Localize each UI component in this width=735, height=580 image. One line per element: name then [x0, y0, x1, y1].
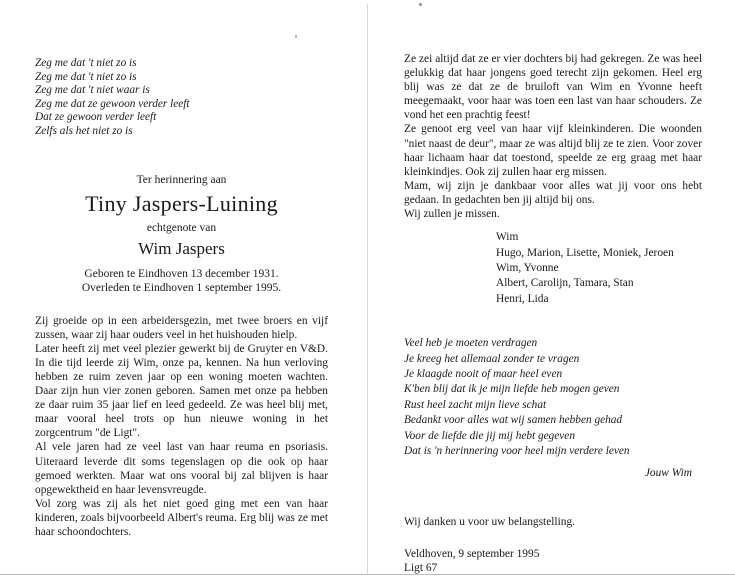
birth-line: Geboren te Eindhoven 13 december 1931.: [84, 267, 279, 280]
signature: Jouw Wim: [644, 467, 692, 480]
family-line: Wim, Yvonne: [496, 261, 559, 274]
biography: [35, 314, 328, 540]
memory-paragraph: Ze genoot erg veel van haar vijf kleinkinderen. Die woonden "niet naast de deur", maar ze was altijd blij ze te zien. Voor zover haar lichaam haar dat toestond, speelde ze erg graag met haar kleinkindjes. Ook zij zullen haar erg missen.: [404, 123, 702, 178]
poem-line: Bedankt voor alles wat wij samen hebben gehad: [404, 414, 623, 427]
memorial-heading: [35, 173, 328, 295]
poem-line: Voor de liefde die jij mij hebt gegeven: [404, 429, 575, 442]
family-line: Wim: [496, 231, 519, 244]
poem-line: Je kreeg het allemaal zonder te vragen: [404, 352, 580, 365]
poem-line: K'ben blij dat ik je mijn liefde heb mogen geven: [404, 383, 620, 396]
spouse-name: Wim Jaspers: [138, 238, 225, 258]
poem-line: Zeg me dat ze gewoon verder leeft: [35, 97, 190, 110]
spouse-relation: echtgenote van: [146, 221, 217, 234]
family-line: Albert, Carolijn, Tamara, Stan: [496, 277, 634, 290]
memories-text: [404, 52, 702, 221]
poem-line: Dat ze gewoon verder leeft: [35, 111, 157, 124]
memory-paragraph: Wij zullen je missen.: [404, 208, 500, 221]
family-line: Henri, Lida: [496, 292, 549, 305]
death-line: Overleden te Eindhoven 1 september 1995.: [81, 281, 282, 294]
center-fold-line: [367, 4, 368, 574]
paper-speck: [295, 35, 297, 38]
poem-line: Zeg me dat 't niet zo is: [35, 70, 137, 83]
biography-paragraph: Al vele jaren had ze veel last van haar reuma en psoriasis. Uiteraard leverde dit soms tegenslagen op die ook op haar gemoed werkten. Maar wat ons vooral bij zal blijven is haar opgewektheid en haar levensvreugde.: [35, 441, 328, 496]
poem-line: Veel heb je moeten verdragen: [404, 337, 538, 350]
poem-line: Je klaagde nooit of maar heel even: [404, 367, 563, 380]
memory-intro: Ter herinnering aan: [136, 173, 227, 186]
thanks-line: Wij danken u voor uw belangstelling.: [404, 516, 575, 529]
poem-line: Dat is 'n herinnering voor heel mijn verdere leven: [404, 445, 630, 457]
family-line: Hugo, Marion, Lisette, Moniek, Jeroen: [496, 246, 674, 259]
memory-paragraph: Ze zei altijd dat ze er vier dochters bij had gekregen. Ze was heel gelukkig dat haar jongens goed terecht zijn gekomen. Heel erg blij was ze dat ze de bruiloft van Wim en Yvonne heeft meegemaakt, voor haar was toen een last van haar schouders. Ze vond het een prachtig feest!: [404, 53, 702, 122]
opening-poem: [35, 57, 328, 139]
biography-paragraph: Later heeft zij met veel plezier gewerkt bij de Gruyter en V&D. In die tijd leerde zij Wim, onze pa, kennen. Na hun verloving hebben ze ruim zeven jaar op een woning moeten wachten. Daar zijn hun vier zonen geboren. Samen met onze pa hebben ze daar ruim 35 jaar lief en leed gedeeld. Ze was heel blij met, maar vooral heel trots op hun nieuwe woning in het zorgcentrum "de Ligt".: [35, 342, 328, 440]
poem-line: Rust heel zacht mijn lieve schat: [404, 398, 547, 411]
family-names: [496, 230, 702, 307]
address: Ligt 67: [404, 562, 438, 575]
place-date: Veldhoven, 9 september 1995: [404, 547, 540, 560]
closing-poem: [404, 336, 702, 459]
memory-paragraph: Mam, wij zijn je dankbaar voor alles wat jij voor ons hebt gedaan. In gedachten ben jij altijd bij ons.: [404, 179, 702, 206]
biography-paragraph: Zij groeide op in een arbeidersgezin, met twee broers en vijf zussen, waar zij haar ouders veel in het huishouden hielp.: [35, 314, 328, 341]
poem-line: Zelfs als het niet zo is: [35, 124, 133, 137]
deceased-name: Tiny Jaspers-Luining: [85, 190, 278, 216]
paper-speck: [419, 3, 422, 6]
left-panel: [35, 57, 328, 539]
poem-line: Zeg me dat 't niet waar is: [35, 84, 150, 97]
poem-line: Zeg me dat 't niet zo is: [35, 57, 137, 69]
biography-paragraph: Vol zorg was zij als het niet goed ging met een van haar kinderen, zoals bijvoorbeeld Albert's reuma. Erg blij was ze met haar schoondochters.: [35, 497, 328, 538]
right-panel: [404, 52, 702, 576]
